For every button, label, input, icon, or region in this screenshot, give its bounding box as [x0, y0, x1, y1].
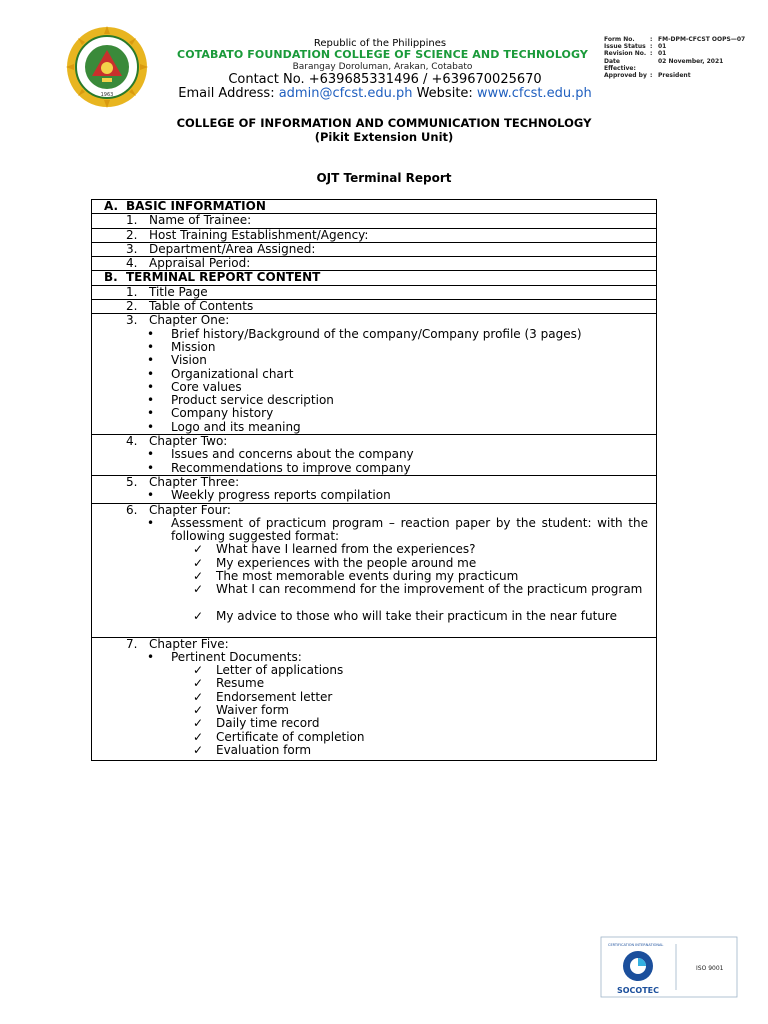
section-title: BASIC INFORMATION — [126, 199, 266, 213]
checklist-item — [92, 583, 656, 610]
email-label: Email Address: — [178, 86, 279, 101]
checklist-item — [92, 570, 656, 583]
list-item — [92, 448, 656, 461]
item-label: Chapter Five: — [149, 636, 229, 651]
section-letter: B. — [104, 270, 118, 285]
header-contact: Contact No. +639685331496 / +639670025670 — [228, 72, 542, 87]
list-item — [92, 651, 656, 664]
item-label: Department/Area Assigned: — [149, 241, 316, 256]
checklist-text: What I can recommend for the improvement of the practicum program — [216, 582, 643, 597]
checklist-text: The most memorable events during my practicum — [216, 569, 519, 584]
form-info-row: Form No. : FM-DPM-CFCST OOPS—07 — [604, 36, 746, 43]
checklist-text: Letter of applications — [216, 663, 344, 678]
table-row — [92, 243, 656, 257]
form-info-key: Form No. — [604, 36, 635, 43]
report-title: OJT Terminal Report — [316, 171, 452, 185]
bullet-text: Pertinent Documents: — [171, 649, 302, 664]
socotec-iso-badge — [600, 936, 738, 998]
table-row — [92, 300, 656, 314]
check-icon: ✓ — [193, 676, 204, 691]
form-info-key: Issue Status — [604, 43, 646, 51]
college-logo — [64, 24, 150, 110]
item-label: Host Training Establishment/Agency: — [149, 227, 369, 242]
website-link[interactable]: www.cfcst.edu.ph — [476, 86, 592, 101]
bullet: • — [147, 393, 155, 408]
bullet: • — [147, 366, 155, 381]
item-number: 2. — [126, 227, 138, 242]
checklist-text: Certificate of completion — [216, 729, 365, 744]
form-info-value: President — [658, 72, 691, 80]
bullet-text: Vision — [171, 353, 207, 368]
website-label: Website: — [412, 86, 477, 101]
table-row — [92, 286, 656, 300]
item-number: 4. — [126, 434, 138, 449]
checklist-item — [92, 717, 656, 730]
item-number: 3. — [126, 241, 138, 256]
socotec-brand: SOCOTEC — [616, 986, 660, 995]
list-item — [92, 381, 656, 394]
chapter-two-row — [92, 435, 656, 476]
check-icon: ✓ — [193, 542, 204, 557]
section-b-header — [92, 271, 656, 285]
item-number: 5. — [126, 474, 138, 489]
chapter-four-row — [92, 504, 656, 638]
checklist-item — [92, 744, 656, 757]
checklist-text: My advice to those who will take their practicum in the near future — [216, 608, 617, 623]
logo-year: 1963 — [100, 92, 114, 98]
bullet: • — [147, 379, 155, 394]
check-icon: ✓ — [193, 702, 204, 717]
checklist-item — [92, 610, 656, 637]
checklist-item — [92, 543, 656, 556]
check-icon: ✓ — [193, 555, 204, 570]
bullet: • — [147, 353, 155, 368]
item-label: Title Page — [149, 284, 208, 299]
item-number: 1. — [126, 213, 138, 228]
chapter-one-row — [92, 314, 656, 435]
checklist-text: What have I learned from the experiences? — [216, 542, 476, 557]
check-icon: ✓ — [193, 582, 204, 597]
header-college-name: COTABATO FOUNDATION COLLEGE OF SCIENCE AND TECHNOLOGY — [177, 48, 588, 61]
bullet: • — [147, 326, 155, 341]
section-a-header — [92, 200, 656, 214]
bullet-text: Company history — [171, 406, 274, 421]
item-number: 4. — [126, 256, 138, 271]
item-number: 1. — [126, 284, 138, 299]
item-label: Chapter Two: — [149, 434, 228, 449]
unit-title: (Pikit Extension Unit) — [314, 130, 454, 144]
checklist-text: My experiences with the people around me — [216, 555, 477, 570]
check-icon: ✓ — [193, 569, 204, 584]
report-table — [91, 199, 657, 761]
check-icon: ✓ — [193, 689, 204, 704]
table-row — [92, 257, 656, 271]
form-info-value: 01 — [658, 43, 667, 51]
check-icon: ✓ — [193, 729, 204, 744]
list-item — [92, 462, 656, 475]
checklist-text: Endorsement letter — [216, 689, 333, 704]
item-number: 2. — [126, 299, 138, 314]
chapter-three-row — [92, 476, 656, 504]
form-info-key: Revision No. — [604, 50, 647, 58]
bullet-text: Brief history/Background of the company/Company profile (3 pages) — [171, 326, 582, 341]
check-icon: ✓ — [193, 742, 204, 757]
section-title: TERMINAL REPORT CONTENT — [126, 270, 321, 285]
form-info-value: 02 November, 2021 — [658, 57, 724, 65]
socotec-arc-text: CERTIFICATION INTERNATIONAL — [608, 943, 664, 947]
bullet-text: Weekly progress reports compilation — [171, 488, 391, 503]
header-republic: Republic of the Philippines — [313, 38, 447, 49]
checklist-item — [92, 677, 656, 690]
form-info-key: Date Effective: — [604, 57, 636, 72]
list-item — [92, 407, 656, 420]
checklist-text: Resume — [216, 676, 265, 691]
checklist-item — [92, 731, 656, 744]
table-row — [92, 229, 656, 243]
list-item — [92, 368, 656, 381]
college-title: COLLEGE OF INFORMATION AND COMMUNICATION TECHNOLOGY — [176, 116, 592, 130]
list-item — [92, 328, 656, 341]
bullet: • — [147, 649, 155, 664]
section-letter: A. — [104, 199, 119, 213]
bullet-text: Issues and concerns about the company — [171, 447, 414, 462]
bullet: • — [147, 339, 155, 354]
bullet: • — [147, 406, 155, 421]
list-item — [92, 354, 656, 367]
list-item — [92, 517, 656, 544]
checklist-item — [92, 557, 656, 570]
checklist-item — [92, 704, 656, 717]
header-address: Barangay Doroluman, Arakan, Cotabato — [292, 62, 473, 72]
item-label: Appraisal Period: — [149, 256, 251, 271]
checklist-text: Evaluation form — [216, 742, 312, 757]
list-item — [92, 421, 656, 434]
iso-standard: ISO 9001 — [696, 965, 724, 972]
form-info-value: 01 — [658, 50, 667, 58]
item-label: Table of Contents — [149, 299, 254, 314]
bullet: • — [147, 419, 155, 434]
check-icon: ✓ — [193, 716, 204, 731]
item-label: Chapter Three: — [149, 474, 240, 489]
chapter-five-row — [92, 638, 656, 761]
form-info-row — [604, 58, 764, 72]
form-info-row: Revision No. : 01 — [604, 50, 667, 58]
item-number: 3. — [126, 313, 138, 328]
form-info-box — [604, 36, 764, 79]
item-number: 7. — [126, 636, 138, 651]
email-link[interactable]: admin@cfcst.edu.ph — [278, 86, 413, 101]
bullet: • — [147, 515, 155, 530]
bullet-text: Assessment of practicum program – reaction paper by the student: with the following suggested format: — [171, 515, 648, 544]
item-label: Name of Trainee: — [149, 213, 252, 228]
form-info-key: Approved by — [604, 72, 647, 80]
list-item — [92, 341, 656, 354]
form-info-value: FM-DPM-CFCST OOPS—07 — [658, 36, 746, 43]
item-label: Chapter One: — [149, 313, 230, 328]
header-email-line — [150, 86, 620, 101]
checklist-text: Waiver form — [216, 702, 289, 717]
bullet: • — [147, 447, 155, 462]
list-item — [92, 489, 656, 502]
bullet-text: Product service description — [171, 393, 334, 408]
check-icon: ✓ — [193, 663, 204, 678]
checklist-text: Daily time record — [216, 716, 320, 731]
form-info-row: Approved by : President — [604, 72, 691, 80]
check-icon: ✓ — [193, 608, 204, 623]
bullet-text: Core values — [171, 379, 242, 394]
bullet-text: Logo and its meaning — [171, 419, 301, 434]
item-number: 6. — [126, 502, 138, 517]
bullet-text: Organizational chart — [171, 366, 294, 381]
list-item — [92, 394, 656, 407]
bullet-text: Recommendations to improve company — [171, 460, 411, 475]
bullet: • — [147, 460, 155, 475]
item-label: Chapter Four: — [149, 502, 231, 517]
bullet-text: Mission — [171, 339, 216, 354]
table-row — [92, 214, 656, 228]
checklist-item — [92, 691, 656, 704]
bullet: • — [147, 488, 155, 503]
form-info-row: Issue Status : 01 — [604, 43, 667, 51]
checklist-item — [92, 664, 656, 677]
